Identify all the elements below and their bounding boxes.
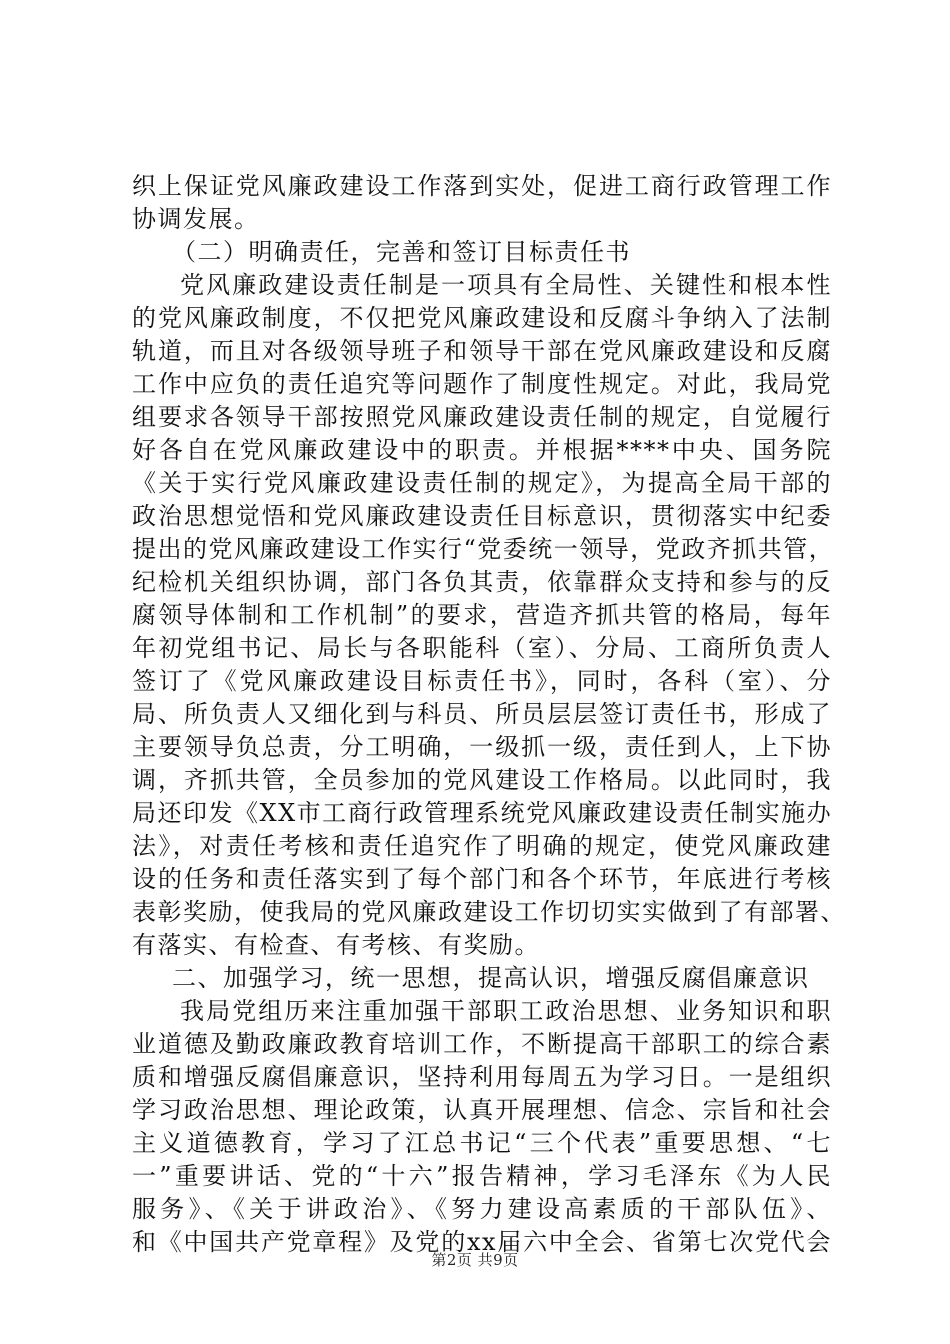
- text-line: 织上保证党风廉政建设工作落到实处，促进工商行政管理工作: [132, 172, 832, 200]
- text-line: 年初党组书记、局长与各职能科（室）、分局、工商所负责人: [132, 634, 832, 662]
- text-line: 质和增强反腐倡廉意识，坚持利用每周五为学习日。一是组织: [132, 1063, 832, 1091]
- page-number-footer: 第2页 共9页: [431, 1251, 519, 1269]
- text-line: 和《中国共产党章程》及党的xx届六中全会、省第七次党代会: [132, 1228, 832, 1256]
- text-line: 局、所负责人又细化到与科员、所员层层签订责任书，形成了: [132, 700, 832, 728]
- text-line: 表彰奖励，使我局的党风廉政建设工作切切实实做到了有部署、: [132, 898, 846, 926]
- section-heading: （二）明确责任，完善和签订目标责任书: [172, 238, 631, 266]
- text-line: 业道德及勤政廉政教育培训工作，不断提高干部职工的综合素: [132, 1030, 832, 1058]
- text-line: 设的任务和责任落实到了每个部门和各个环节，年底进行考核: [132, 865, 832, 893]
- text-line: 好各自在党风廉政建设中的职责。并根据****中央、国务院: [132, 436, 832, 464]
- text-line: 腐领导体制和工作机制”的要求，营造齐抓共管的格局，每年: [132, 601, 832, 629]
- text-line: 组要求各领导干部按照党风廉政建设责任制的规定，自觉履行: [132, 403, 832, 431]
- text-line: 政治思想觉悟和党风廉政建设责任目标意识，贯彻落实中纪委: [132, 502, 832, 530]
- text-line: 纪检机关组织协调，部门各负其责，依靠群众支持和参与的反: [132, 568, 832, 596]
- text-line: 服务》、《关于讲政治》、《努力建设高素质的干部队伍》、: [132, 1195, 832, 1223]
- text-line: 《关于实行党风廉政建设责任制的规定》，为提高全局干部的: [132, 469, 832, 497]
- text-line: 工作中应负的责任追究等问题作了制度性规定。对此，我局党: [132, 370, 832, 398]
- text-line: 主要领导负总责，分工明确，一级抓一级，责任到人，上下协: [132, 733, 832, 761]
- text-line: 我局党组历来注重加强干部职工政治思想、业务知识和职: [180, 997, 832, 1025]
- text-line: 学习政治思想、理论政策，认真开展理想、信念、宗旨和社会: [132, 1096, 832, 1124]
- text-line: 党风廉政建设责任制是一项具有全局性、关键性和根本性: [180, 271, 832, 299]
- text-line: 调，齐抓共管，全员参加的党风建设工作格局。以此同时，我: [132, 766, 832, 794]
- text-line: 轨道，而且对各级领导班子和领导干部在党风廉政建设和反腐: [132, 337, 832, 365]
- text-line: 的党风廉政制度，不仅把党风廉政建设和反腐斗争纳入了法制: [132, 304, 832, 332]
- text-line: 局还印发《XX市工商行政管理系统党风廉政建设责任制实施办: [132, 799, 833, 827]
- text-line: 有落实、有检查、有考核、有奖励。: [132, 931, 540, 959]
- text-line: 签订了《党风廉政建设目标责任书》，同时，各科（室）、分: [132, 667, 832, 695]
- text-line: 法》，对责任考核和责任追究作了明确的规定，使党风廉政建: [132, 832, 832, 860]
- text-line: 主义道德教育，学习了江总书记“三个代表”重要思想、“七: [132, 1129, 832, 1157]
- text-line: 协调发展。: [132, 205, 260, 233]
- section-heading: 二、加强学习，统一思想，提高认识，增强反腐倡廉意识: [172, 964, 810, 992]
- document-body: [132, 170, 846, 1259]
- text-line: 提出的党风廉政建设工作实行“党委统一领导，党政齐抓共管，: [132, 535, 835, 563]
- text-line: 一”重要讲话、党的“十六”报告精神，学习毛泽东《为人民: [132, 1162, 832, 1190]
